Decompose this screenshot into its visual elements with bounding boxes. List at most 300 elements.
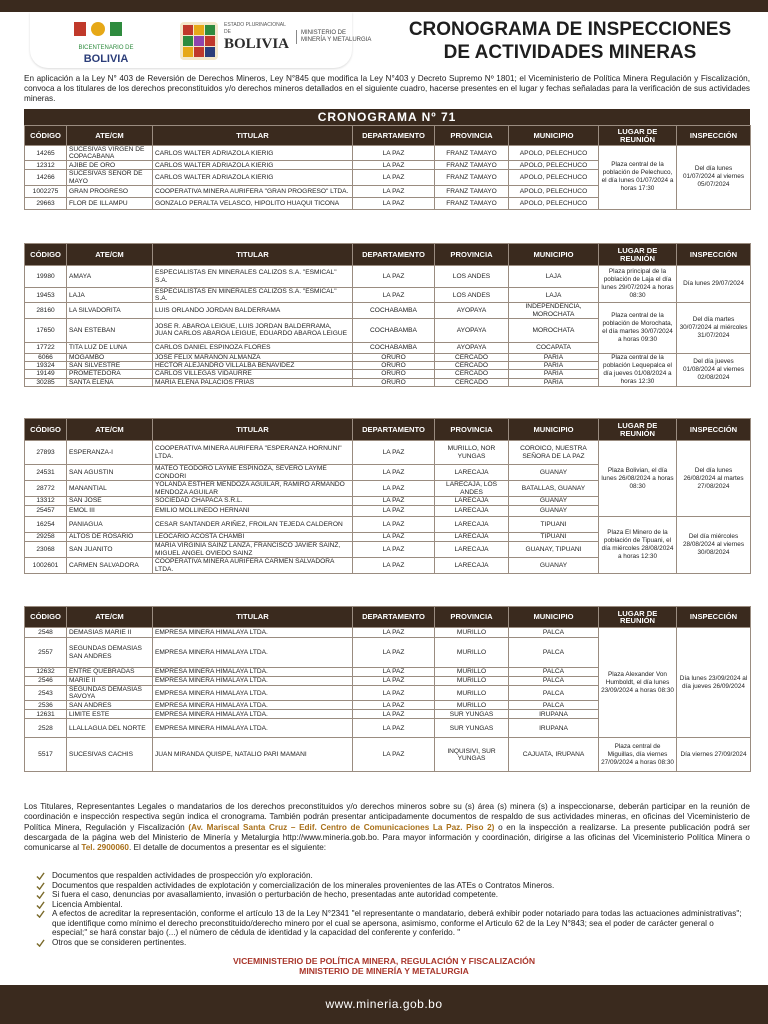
code-cell: 12312 xyxy=(25,161,67,170)
code-cell: 17722 xyxy=(25,342,67,353)
code-cell: 1002601 xyxy=(25,558,67,574)
meeting-place-cell: Plaza central de la población de Morochata, el día martes 30/07/2024 a horas 09:30 xyxy=(599,303,677,353)
municipality-cell: MOROCHATA xyxy=(509,318,599,342)
province-cell: LARECAJA, LOS ANDES xyxy=(435,481,509,497)
instructions-text-3: . El detalle de documentos a presentar es el siguiente: xyxy=(129,843,327,853)
titular-cell: JOSE R. ABAROA LEIGUE, LUIS JORDAN BALDERRAMA, JUAN CARLOS ABAROA LEIGUE, EDUARDO ABAROA LEIGUE xyxy=(153,318,353,342)
check-icon xyxy=(36,901,45,909)
municipality-cell: GUANAY, TIPUANI xyxy=(509,542,599,558)
state-label: ESTADO PLURINACIONAL DE xyxy=(224,22,286,35)
column-header: TITULAR xyxy=(153,419,353,441)
ate-cell: TITA LUZ DE LUNA xyxy=(67,342,153,353)
province-cell: LARECAJA xyxy=(435,533,509,542)
province-cell: MURILLO xyxy=(435,677,509,686)
inspection-date-cell: Del día lunes 26/08/2024 al martes 27/08/2024 xyxy=(677,441,751,517)
municipality-cell: LAJA xyxy=(509,266,599,288)
ate-cell: SEGUNDAS DEMASIAS SAN ANDRES xyxy=(67,638,153,668)
inspection-date-cell: Día viernes 27/09/2024 xyxy=(677,738,751,772)
municipality-cell: LAJA xyxy=(509,288,599,303)
column-header: DEPARTAMENTO xyxy=(353,126,435,146)
code-cell: 19324 xyxy=(25,362,67,370)
column-header: CÓDIGO xyxy=(25,607,67,628)
code-cell: 29258 xyxy=(25,533,67,542)
province-cell: SUR YUNGAS xyxy=(435,719,509,738)
municipality-cell: APOLO, PELECHUCO xyxy=(509,170,599,185)
titular-cell: MARIA VIRGINIA SAINZ LANZA, FRANCISCO JAVIER SAINZ, MIGUEL ANGEL OVIEDO SAINZ xyxy=(153,542,353,558)
department-cell: ORURO xyxy=(353,378,435,386)
titular-cell: EMPRESA MINERA HIMALAYA LTDA. xyxy=(153,668,353,677)
intro-paragraph: En aplicación a la Ley N° 403 de Reversión de Derechos Mineros, Ley N°845 que modifica la Ley N°403 y Decreto Supremo Nº 1801; el Viceministerio de Política Minera Regulación y Fiscalización, convoca a los titulares de los derechos preconstituidos y/o derechos mineros detallados en el siguiente cuadro, hacerse presentes en el lugar y fechas señaladas para la verificación de sus actividades mineras. xyxy=(24,74,750,103)
column-header: MUNICIPIO xyxy=(509,419,599,441)
province-cell: LARECAJA xyxy=(435,497,509,506)
ate-cell: SANTA ELENA xyxy=(67,378,153,386)
department-cell: LA PAZ xyxy=(353,288,435,303)
column-header: TITULAR xyxy=(153,126,353,146)
titular-cell: MARIA ELENA PALACIOS FRIAS xyxy=(153,378,353,386)
department-cell: LA PAZ xyxy=(353,710,435,719)
code-cell: 13312 xyxy=(25,497,67,506)
check-icon xyxy=(36,939,45,947)
code-cell: 2557 xyxy=(25,638,67,668)
province-cell: CERCADO xyxy=(435,370,509,378)
table-row xyxy=(25,441,751,465)
department-cell: LA PAZ xyxy=(353,738,435,772)
municipality-cell: GUANAY xyxy=(509,497,599,506)
province-cell: FRANZ TAMAYO xyxy=(435,146,509,161)
province-cell: FRANZ TAMAYO xyxy=(435,161,509,170)
province-cell: MURILLO xyxy=(435,668,509,677)
province-cell: AYOPAYA xyxy=(435,303,509,318)
ate-cell: LA SILVADORITA xyxy=(67,303,153,318)
province-cell: SUR YUNGAS xyxy=(435,710,509,719)
titular-cell: GONZALO PERALTA VELASCO, HIPOLITO HUAQUI TICONA xyxy=(153,197,353,209)
table-header-row xyxy=(25,244,751,266)
department-cell: LA PAZ xyxy=(353,197,435,209)
ate-cell: SAN JUANITO xyxy=(67,542,153,558)
province-cell: LOS ANDES xyxy=(435,266,509,288)
table-header-row xyxy=(25,419,751,441)
province-cell: CERCADO xyxy=(435,353,509,361)
code-cell: 30285 xyxy=(25,378,67,386)
department-cell: LA PAZ xyxy=(353,481,435,497)
department-cell: ORURO xyxy=(353,370,435,378)
department-cell: LA PAZ xyxy=(353,677,435,686)
department-cell: LA PAZ xyxy=(353,719,435,738)
titular-cell: COOPERATIVA MINERA AURIFERA "ESPERANZA HORNUNI" LTDA. xyxy=(153,441,353,465)
ate-cell: CARMEN SALVADORA xyxy=(67,558,153,574)
meeting-place-cell: Plaza central de la población de Pelechuco, el día lunes 01/07/2024 a horas 17:30 xyxy=(599,146,677,210)
ate-cell: SAN AGUSTIN xyxy=(67,465,153,481)
column-header: CÓDIGO xyxy=(25,244,67,266)
municipality-cell: APOLO, PELECHUCO xyxy=(509,197,599,209)
department-cell: LA PAZ xyxy=(353,506,435,517)
column-header: ATE/CM xyxy=(67,126,153,146)
department-cell: LA PAZ xyxy=(353,638,435,668)
table-row xyxy=(25,146,751,161)
website-link[interactable]: www.mineria.gob.bo xyxy=(325,997,443,1011)
ate-cell: AMAYA xyxy=(67,266,153,288)
instructions-text-2: o en la inspección a realizarse. La presente publicación podrá ser descargada de la página web del Ministerio de Minería y Metalurgia http://www.mineria.gob.bo. Para mayor información y coordinación, dirigirse a las oficinas del Viceministerio Política Minera o comunicarse al xyxy=(24,822,750,853)
table-header-row xyxy=(25,126,751,146)
check-icon xyxy=(36,872,45,880)
table-row xyxy=(25,266,751,288)
checklist-item-text: Otros que se consideren pertinentes. xyxy=(52,937,187,947)
province-cell: MURILLO, NOR YUNGAS xyxy=(435,441,509,465)
province-cell: MURILLO xyxy=(435,638,509,668)
code-cell: 28772 xyxy=(25,481,67,497)
titular-cell: EMILIO MOLLINEDO HERNANI xyxy=(153,506,353,517)
province-cell: MURILLO xyxy=(435,701,509,710)
meeting-place-cell: Plaza Alexander Von Humboldt, el día lunes 23/09/2024 a horas 08:30 xyxy=(599,628,677,738)
titular-cell: EMPRESA MINERA HIMALAYA LTDA. xyxy=(153,686,353,701)
titular-cell: JOSE FELIX MARAÑON ALMANZA xyxy=(153,353,353,361)
instructions-text-1: Los Titulares, Representantes Legales o mandatarios de los derechos preconstituidos y/o derechos mineros sobre su (s) área (s) minera (s) a inspeccionarse, deberán participar en la reunión de coordinación e inspección respectiva según indica el cronograma. También podrán presentar anticipadamente documentos de respaldo de sus actividades mineras, en oficinas del Viceministerio de Política Minera, Regulación y Fiscalización xyxy=(24,802,750,832)
municipality-cell: GUANAY xyxy=(509,558,599,574)
column-header: PROVINCIA xyxy=(435,244,509,266)
municipality-cell: IRUPANA xyxy=(509,719,599,738)
meeting-place-cell: Plaza principal de la población de Laja el día lunes 29/07/2024 a horas 08:30 xyxy=(599,266,677,303)
checklist-item xyxy=(36,909,748,938)
municipality-cell: PALCA xyxy=(509,668,599,677)
code-cell: 17650 xyxy=(25,318,67,342)
department-cell: LA PAZ xyxy=(353,533,435,542)
titular-cell: MATEO TEODORO LAYME ESPINOZA, SEVERO LAYME CONDORI xyxy=(153,465,353,481)
code-cell: 16254 xyxy=(25,517,67,533)
table-header-row xyxy=(25,607,751,628)
titular-cell: CARLOS WALTER ADRIAZOLA KIERIG xyxy=(153,146,353,161)
column-header: MUNICIPIO xyxy=(509,244,599,266)
municipality-cell: PALCA xyxy=(509,701,599,710)
municipality-cell: TIPUANI xyxy=(509,517,599,533)
table-row xyxy=(25,738,751,772)
checklist-item-text: A efectos de acreditar la representación, conforme el artículo 13 de la Ley N°2341 "el representante o mandatario, deberá exhibir poder notariado para todas las actuaciones administrativas"; que identifique como mínimo el derecho preconstituido/derecho minero por el cual se apersona, asimismo, conforme el Articulo 62 de la Ley N°843; sea el poder de carácter general o especial;" se hará constar bajo (...) el número de cédula de identidad y la capacidad del conferente y conferido. " xyxy=(52,909,742,937)
cronograma-banner: CRONOGRAMA Nº 71 xyxy=(24,109,750,125)
province-cell: AYOPAYA xyxy=(435,318,509,342)
province-cell: LOS ANDES xyxy=(435,288,509,303)
code-cell: 28160 xyxy=(25,303,67,318)
province-cell: FRANZ TAMAYO xyxy=(435,170,509,185)
department-cell: LA PAZ xyxy=(353,558,435,574)
checklist-item xyxy=(36,938,748,948)
province-cell: AYOPAYA xyxy=(435,342,509,353)
titular-cell: SOCIEDAD CHAPACA S.R.L. xyxy=(153,497,353,506)
column-header: INSPECCIÓN xyxy=(677,126,751,146)
checklist-item-text: Licencia Ambiental. xyxy=(52,899,123,909)
municipality-cell: APOLO, PELECHUCO xyxy=(509,161,599,170)
municipality-cell: PARIA xyxy=(509,353,599,361)
column-header: MUNICIPIO xyxy=(509,126,599,146)
column-header: LUGAR DE REUNIÓN xyxy=(599,419,677,441)
column-header: INSPECCIÓN xyxy=(677,244,751,266)
municipality-cell: GUANAY xyxy=(509,506,599,517)
code-cell: 19453 xyxy=(25,288,67,303)
titular-cell: COOPERATIVA MINERA AURIFERA "GRAN PROGRESO" LTDA. xyxy=(153,185,353,197)
department-cell: ORURO xyxy=(353,362,435,370)
titular-cell: EMPRESA MINERA HIMALAYA LTDA. xyxy=(153,628,353,638)
meeting-place-cell: Plaza El Minero de la población de Tipuani, el día miércoles 28/08/2024 a horas 12:30 xyxy=(599,517,677,574)
column-header: DEPARTAMENTO xyxy=(353,419,435,441)
ate-cell: SAN ESTEBAN xyxy=(67,318,153,342)
table-row xyxy=(25,353,751,361)
titular-cell: CARLOS WALTER ADRIAZOLA KIERIG xyxy=(153,161,353,170)
department-cell: LA PAZ xyxy=(353,542,435,558)
bolivia-wordmark xyxy=(224,22,288,62)
ate-cell: SAN SILVESTRE xyxy=(67,362,153,370)
municipality-cell: PARIA xyxy=(509,362,599,370)
bicentenario-logo-icon xyxy=(62,18,154,66)
schedule-table xyxy=(24,606,751,772)
code-cell: 29663 xyxy=(25,197,67,209)
ate-cell: AJIBE DE ORO xyxy=(67,161,153,170)
ate-cell: FLOR DE ILLAMPU xyxy=(67,197,153,209)
municipality-cell: CAJUATA, IRUPANA xyxy=(509,738,599,772)
municipality-cell: PALCA xyxy=(509,686,599,701)
column-header: ATE/CM xyxy=(67,419,153,441)
ate-cell: SEGUNDAS DEMASIAS SAVOYA xyxy=(67,686,153,701)
ate-cell: GRAN PROGRESO xyxy=(67,185,153,197)
titular-cell: ESPECIALISTAS EN MINERALES CALIZOS S.A. "ESMICAL" S.A. xyxy=(153,288,353,303)
table-row xyxy=(25,517,751,533)
municipality-cell: PARIA xyxy=(509,378,599,386)
department-cell: LA PAZ xyxy=(353,161,435,170)
department-cell: LA PAZ xyxy=(353,266,435,288)
code-cell: 1002275 xyxy=(25,185,67,197)
ate-cell: PANIAGUA xyxy=(67,517,153,533)
department-cell: LA PAZ xyxy=(353,170,435,185)
titular-cell: EMPRESA MINERA HIMALAYA LTDA. xyxy=(153,677,353,686)
column-header: PROVINCIA xyxy=(435,126,509,146)
code-cell: 24531 xyxy=(25,465,67,481)
province-cell: LARECAJA xyxy=(435,542,509,558)
checklist-item xyxy=(36,890,748,900)
bolivia-label: BOLIVIA xyxy=(224,36,290,52)
ate-cell: DEMASIAS MARIE II xyxy=(67,628,153,638)
ate-cell: EMOL III xyxy=(67,506,153,517)
titular-cell: EMPRESA MINERA HIMALAYA LTDA. xyxy=(153,638,353,668)
department-cell: LA PAZ xyxy=(353,185,435,197)
department-cell: COCHABAMBA xyxy=(353,342,435,353)
ministry-logo xyxy=(296,30,381,44)
meeting-place-cell: Plaza Bolivian, el día lunes 26/08/2024 a horas 08:30 xyxy=(599,441,677,517)
municipality-cell: COROICO, NUESTRA SEÑORA DE LA PAZ xyxy=(509,441,599,465)
province-cell: FRANZ TAMAYO xyxy=(435,197,509,209)
ate-cell: ENTRE QUEBRADAS xyxy=(67,668,153,677)
titular-cell: JUAN MIRANDA QUISPE, NATALIO PARI MAMANI xyxy=(153,738,353,772)
code-cell: 12631 xyxy=(25,710,67,719)
column-header: CÓDIGO xyxy=(25,126,67,146)
inspection-date-cell: Día lunes 23/09/2024 al día jueves 26/09/2024 xyxy=(677,628,751,738)
code-cell: 19149 xyxy=(25,370,67,378)
schedule-table xyxy=(24,125,751,210)
department-cell: LA PAZ xyxy=(353,628,435,638)
province-cell: MURILLO xyxy=(435,628,509,638)
title-line-2: DE ACTIVIDADES MINERAS xyxy=(443,42,697,63)
schedule-table xyxy=(24,418,751,574)
titular-cell: CARLOS VILLEGAS VIDAURRE xyxy=(153,370,353,378)
column-header: INSPECCIÓN xyxy=(677,419,751,441)
column-header: INSPECCIÓN xyxy=(677,607,751,628)
column-header: TITULAR xyxy=(153,607,353,628)
titular-cell: EMPRESA MINERA HIMALAYA LTDA. xyxy=(153,719,353,738)
municipality-cell: COCAPATA xyxy=(509,342,599,353)
municipality-cell: PALCA xyxy=(509,638,599,668)
inspection-date-cell: Del día lunes 01/07/2024 al viernes 05/07/2024 xyxy=(677,146,751,210)
instructions-paragraph xyxy=(24,802,750,853)
municipality-cell: PALCA xyxy=(509,677,599,686)
title-line-1: CRONOGRAMA DE INSPECCIONES xyxy=(408,19,732,40)
department-cell: COCHABAMBA xyxy=(353,303,435,318)
document-checklist xyxy=(36,871,748,947)
check-icon xyxy=(36,891,45,899)
ate-cell: PROMETEDORA xyxy=(67,370,153,378)
titular-cell: CARLOS WALTER ADRIAZOLA KIERIG xyxy=(153,170,353,185)
department-cell: LA PAZ xyxy=(353,465,435,481)
ate-cell: SUCESIVAS CACHIS xyxy=(67,738,153,772)
titular-cell: EMPRESA MINERA HIMALAYA LTDA. xyxy=(153,710,353,719)
meeting-place-cell: Plaza central de la población Lequepalca el día jueves 01/08/2024 a horas 12:30 xyxy=(599,353,677,386)
ate-cell: ALTOS DE ROSARIO xyxy=(67,533,153,542)
department-cell: LA PAZ xyxy=(353,497,435,506)
code-cell: 14265 xyxy=(25,146,67,161)
code-cell: 2548 xyxy=(25,628,67,638)
department-cell: LA PAZ xyxy=(353,146,435,161)
code-cell: 12632 xyxy=(25,668,67,677)
code-cell: 27893 xyxy=(25,441,67,465)
svg-text:BOLIVIA: BOLIVIA xyxy=(83,53,129,65)
ministry-line-1: MINISTERIO DE xyxy=(301,30,347,36)
checklist-item xyxy=(36,881,748,891)
municipality-cell: IRUPANA xyxy=(509,710,599,719)
inspection-date-cell: Día lunes 29/07/2024 xyxy=(677,266,751,303)
department-cell: LA PAZ xyxy=(353,686,435,701)
check-icon xyxy=(36,882,45,890)
ate-cell: MANANTIAL xyxy=(67,481,153,497)
column-header: TITULAR xyxy=(153,244,353,266)
column-header: CÓDIGO xyxy=(25,419,67,441)
footer-ministry xyxy=(0,956,768,976)
column-header: PROVINCIA xyxy=(435,607,509,628)
titular-cell: COOPERATIVA MINERA AURIFERA CARMEN SALVADORA LTDA. xyxy=(153,558,353,574)
municipality-cell: APOLO, PELECHUCO xyxy=(509,185,599,197)
checklist-item xyxy=(36,871,748,881)
inspection-date-cell: Del día miércoles 28/08/2024 al viernes 30/08/2024 xyxy=(677,517,751,574)
department-cell: LA PAZ xyxy=(353,668,435,677)
ate-cell: SAN ANDRES xyxy=(67,701,153,710)
titular-cell: CESAR SANTANDER ARIÑEZ, FROILAN TEJEDA CALDERON xyxy=(153,517,353,533)
top-bar xyxy=(0,0,768,12)
ministry-line-2: MINERÍA Y METALURGIA xyxy=(301,37,372,43)
code-cell: 23068 xyxy=(25,542,67,558)
department-cell: LA PAZ xyxy=(353,441,435,465)
code-cell: 2546 xyxy=(25,677,67,686)
schedule-table xyxy=(24,243,751,387)
municipality-cell: BATALLAS, GUANAY xyxy=(509,481,599,497)
ate-cell: SAN JOSE xyxy=(67,497,153,506)
province-cell: MURILLO xyxy=(435,686,509,701)
province-cell: CERCADO xyxy=(435,362,509,370)
phone-number: Tel. 2900060 xyxy=(81,843,129,853)
code-cell: 5517 xyxy=(25,738,67,772)
titular-cell: LEOCARIO ACOSTA CHAMBI xyxy=(153,533,353,542)
department-cell: COCHABAMBA xyxy=(353,318,435,342)
column-header: DEPARTAMENTO xyxy=(353,607,435,628)
province-cell: LARECAJA xyxy=(435,558,509,574)
province-cell: LARECAJA xyxy=(435,517,509,533)
table-row xyxy=(25,303,751,318)
column-header: MUNICIPIO xyxy=(509,607,599,628)
footer-line-2: MINISTERIO DE MINERÍA Y METALURGIA xyxy=(299,966,469,976)
municipality-cell: INDEPENDENCIA, MOROCHATA xyxy=(509,303,599,318)
ate-cell: LIMITE ESTE xyxy=(67,710,153,719)
municipality-cell: TIPUANI xyxy=(509,533,599,542)
department-cell: LA PAZ xyxy=(353,701,435,710)
ate-cell: MARIE II xyxy=(67,677,153,686)
ate-cell: LLALLAGUA DEL NORTE xyxy=(67,719,153,738)
code-cell: 14266 xyxy=(25,170,67,185)
titular-cell: CARLOS DANIEL ESPINOZA FLORES xyxy=(153,342,353,353)
department-cell: LA PAZ xyxy=(353,517,435,533)
logo-strip xyxy=(30,12,372,68)
office-address: (Av. Mariscal Santa Cruz – Edif. Centro de Comunicaciones La Paz. Piso 2) xyxy=(188,822,495,832)
code-cell: 2543 xyxy=(25,686,67,701)
column-header: ATE/CM xyxy=(67,607,153,628)
checklist-item-text: Si fuera el caso, denuncias por avasallamiento, invasión o perturbación de hecho, presentadas ante autoridad competente. xyxy=(52,890,499,899)
inspection-date-cell: Del día jueves 01/08/2024 al viernes 02/08/2024 xyxy=(677,353,751,386)
code-cell: 25457 xyxy=(25,506,67,517)
ate-cell: ESPERANZA-I xyxy=(67,441,153,465)
checklist-item xyxy=(36,900,748,910)
municipality-cell: APOLO, PELECHUCO xyxy=(509,146,599,161)
bolivia-shield-icon xyxy=(178,18,220,64)
table-row xyxy=(25,628,751,638)
titular-cell: EMPRESA MINERA HIMALAYA LTDA. xyxy=(153,701,353,710)
ate-cell: SUCESIVAS SEÑOR DE MAYO xyxy=(67,170,153,185)
column-header: LUGAR DE REUNIÓN xyxy=(599,244,677,266)
column-header: PROVINCIA xyxy=(435,419,509,441)
checklist-item-text: Documentos que respalden actividades de prospección y/o exploración. xyxy=(52,871,313,880)
code-cell: 2536 xyxy=(25,701,67,710)
code-cell: 2528 xyxy=(25,719,67,738)
municipality-cell: GUANAY xyxy=(509,465,599,481)
meeting-place-cell: Plaza central de Miguillas, día viernes 27/09/2024 a horas 08:30 xyxy=(599,738,677,772)
province-cell: CERCADO xyxy=(435,378,509,386)
municipality-cell: PARIA xyxy=(509,370,599,378)
ate-cell: SUCESIVAS VIRGEN DE COPACABANA xyxy=(67,146,153,161)
column-header: ATE/CM xyxy=(67,244,153,266)
page-title xyxy=(380,18,760,64)
titular-cell: YOLANDA ESTHER MENDOZA AGUILAR, RAMIRO ARMANDO MENDOZA AGUILAR xyxy=(153,481,353,497)
province-cell: FRANZ TAMAYO xyxy=(435,185,509,197)
column-header: LUGAR DE REUNIÓN xyxy=(599,607,677,628)
municipality-cell: PALCA xyxy=(509,628,599,638)
titular-cell: HECTOR ALEJANDRO VILLALBA BENAVIDEZ xyxy=(153,362,353,370)
titular-cell: ESPECIALISTAS EN MINERALES CALIZOS S.A. "ESMICAL" S.A. xyxy=(153,266,353,288)
department-cell: ORURO xyxy=(353,353,435,361)
svg-text:BICENTENARIO DE: BICENTENARIO DE xyxy=(78,45,134,51)
column-header: LUGAR DE REUNIÓN xyxy=(599,126,677,146)
inspection-date-cell: Del día martes 30/07/2024 al miércoles 31/07/2024 xyxy=(677,303,751,353)
checklist-item-text: Documentos que respalden actividades de explotación y comercialización de los minerales provenientes de las ATEs o Contratos Mineros. xyxy=(52,880,555,890)
footer-line-1: VICEMINISTERIO DE POLÍTICA MINERA, REGULACIÓN Y FISCALIZACIÓN xyxy=(232,956,536,966)
province-cell: INQUISIVI, SUR YUNGAS xyxy=(435,738,509,772)
check-icon xyxy=(36,910,45,918)
province-cell: LARECAJA xyxy=(435,465,509,481)
titular-cell: LUIS ORLANDO JORDAN BALDERRAMA xyxy=(153,303,353,318)
column-header: DEPARTAMENTO xyxy=(353,244,435,266)
code-cell: 19980 xyxy=(25,266,67,288)
code-cell: 6066 xyxy=(25,353,67,361)
province-cell: LARECAJA xyxy=(435,506,509,517)
